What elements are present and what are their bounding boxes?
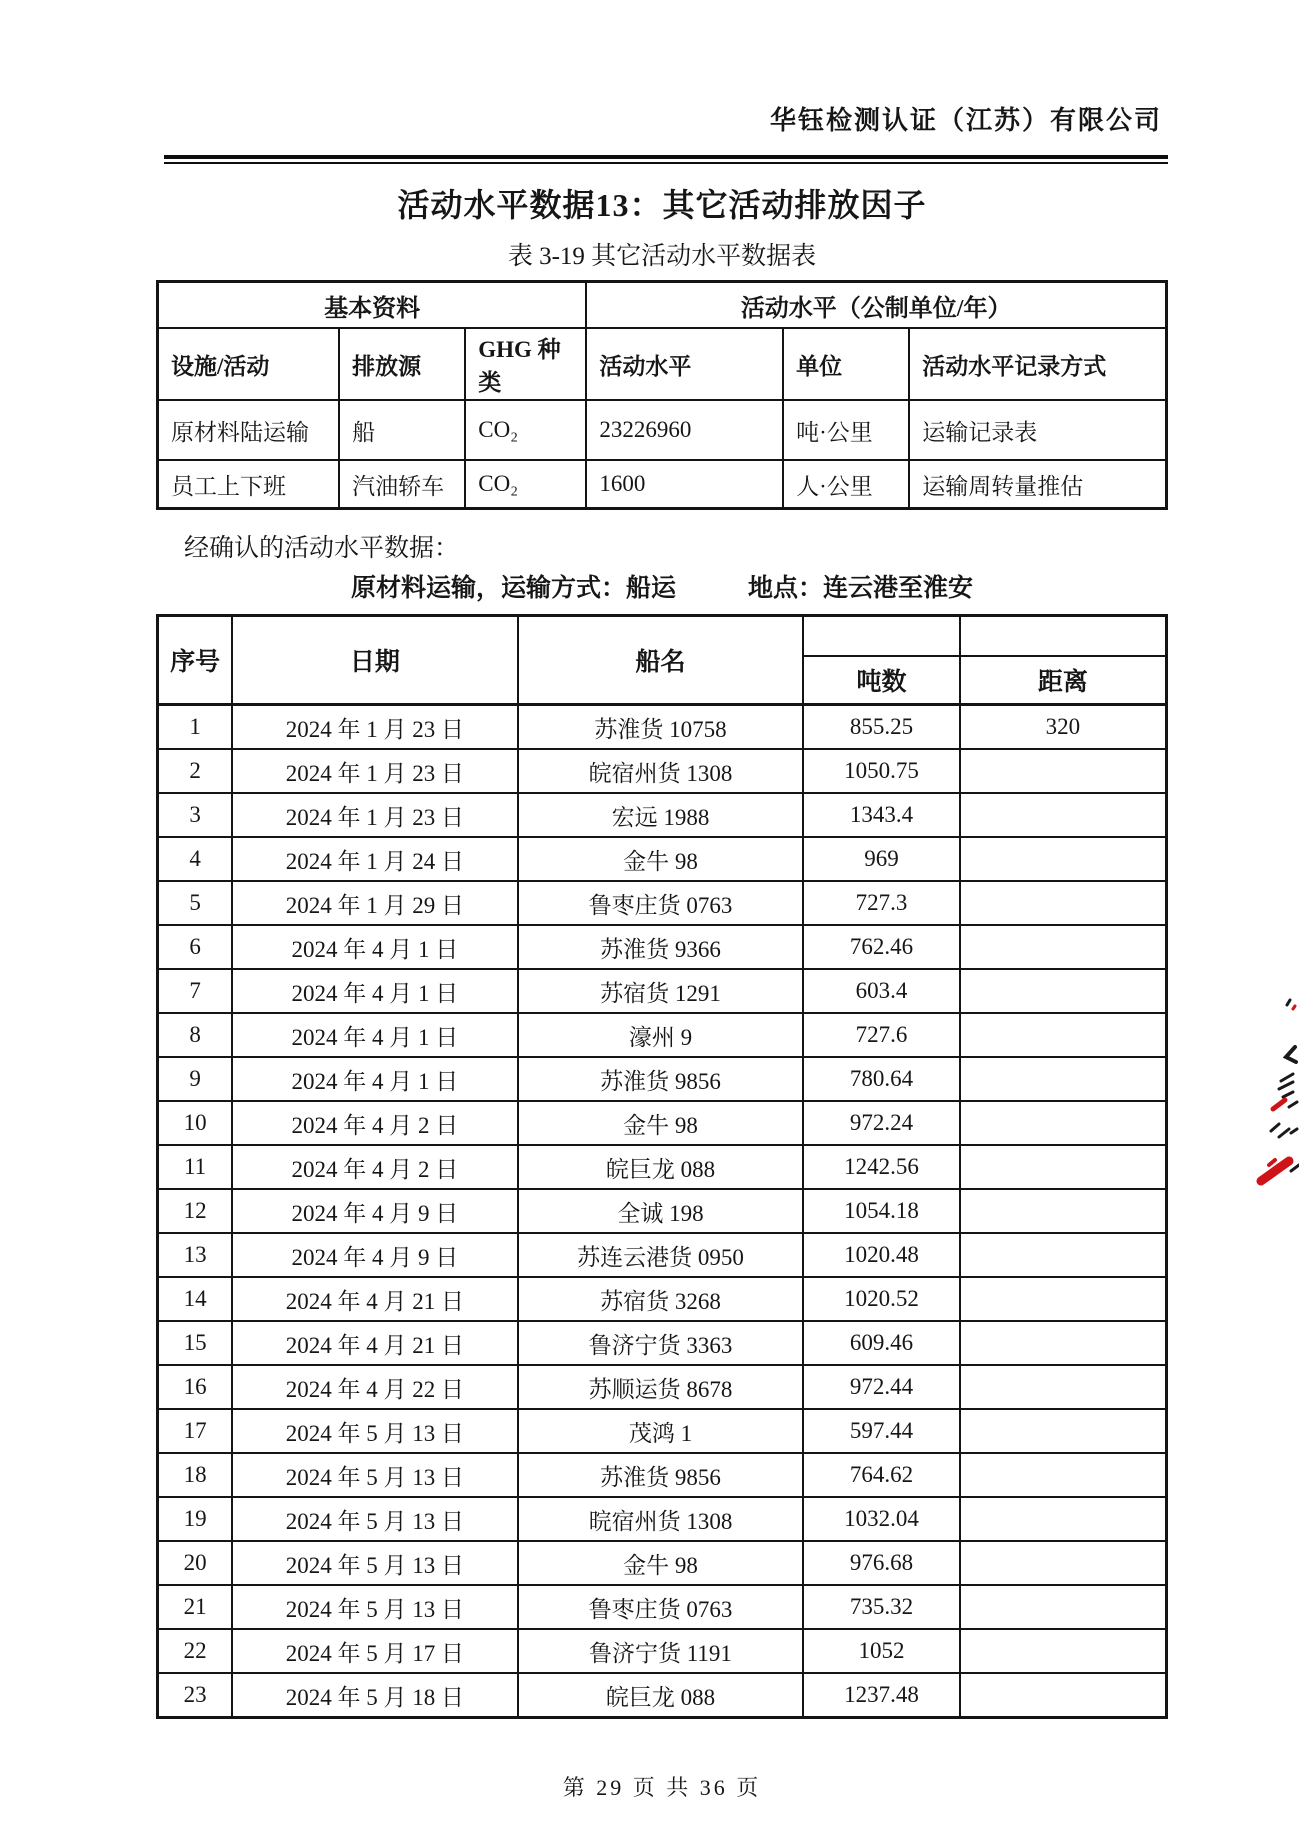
col-header-ship-name: 船名 bbox=[518, 616, 804, 705]
seq-cell: 3 bbox=[158, 793, 233, 837]
ship-name-cell: 皖宿州货 1308 bbox=[518, 749, 804, 793]
unit-cell: 吨·公里 bbox=[783, 400, 909, 460]
table-row bbox=[158, 1365, 1167, 1409]
ship-name-cell: 金牛 98 bbox=[518, 1541, 804, 1585]
tons-cell: 603.4 bbox=[803, 969, 959, 1013]
table-row bbox=[158, 1189, 1167, 1233]
col-header-date: 日期 bbox=[232, 616, 518, 705]
record-method-cell: 运输记录表 bbox=[909, 400, 1166, 460]
col-header-unit: 单位 bbox=[783, 328, 909, 400]
distance-cell bbox=[960, 1101, 1167, 1145]
date-cell: 2024 年 4 月 1 日 bbox=[232, 925, 518, 969]
seq-cell: 9 bbox=[158, 1057, 233, 1101]
ship-name-cell: 金牛 98 bbox=[518, 1101, 804, 1145]
tons-cell: 1050.75 bbox=[803, 749, 959, 793]
date-cell: 2024 年 1 月 23 日 bbox=[232, 793, 518, 837]
seq-cell: 6 bbox=[158, 925, 233, 969]
seq-cell: 4 bbox=[158, 837, 233, 881]
header-rule bbox=[164, 155, 1168, 164]
basic-table-column-header-row bbox=[158, 328, 1167, 400]
ship-name-cell: 苏淮货 9856 bbox=[518, 1057, 804, 1101]
ghg-type-cell: CO₂ bbox=[465, 460, 586, 509]
distance-cell bbox=[960, 969, 1167, 1013]
distance-cell bbox=[960, 1321, 1167, 1365]
distance-cell bbox=[960, 1409, 1167, 1453]
ship-name-cell: 苏宿货 1291 bbox=[518, 969, 804, 1013]
basic-table-group-header-row bbox=[158, 282, 1167, 329]
activity-level-cell: 23226960 bbox=[586, 400, 783, 460]
seq-cell: 8 bbox=[158, 1013, 233, 1057]
ship-records-table bbox=[156, 614, 1168, 1719]
date-cell: 2024 年 4 月 1 日 bbox=[232, 1013, 518, 1057]
confirmed-note: 经确认的活动水平数据： bbox=[184, 535, 460, 562]
table-row bbox=[158, 969, 1167, 1013]
red-stamp-fragment bbox=[1255, 985, 1299, 1200]
seq-cell: 5 bbox=[158, 881, 233, 925]
ship-name-cell: 苏连云港货 0950 bbox=[518, 1233, 804, 1277]
date-cell: 2024 年 1 月 23 日 bbox=[232, 749, 518, 793]
tons-cell: 1020.52 bbox=[803, 1277, 959, 1321]
record-method-cell: 运输周转量推估 bbox=[909, 460, 1166, 509]
table-row bbox=[158, 925, 1167, 969]
col-header-record-method: 活动水平记录方式 bbox=[909, 328, 1166, 400]
seq-cell: 17 bbox=[158, 1409, 233, 1453]
distance-cell bbox=[960, 1629, 1167, 1673]
date-cell: 2024 年 4 月 21 日 bbox=[232, 1277, 518, 1321]
tons-cell: 1054.18 bbox=[803, 1189, 959, 1233]
col-header-ghg-type: GHG 种类 bbox=[465, 328, 586, 400]
tons-cell: 727.6 bbox=[803, 1013, 959, 1057]
table-row bbox=[158, 1409, 1167, 1453]
ship-table-caption bbox=[156, 568, 1168, 604]
table-row bbox=[158, 400, 1167, 460]
table-row bbox=[158, 881, 1167, 925]
col-header-seq: 序号 bbox=[158, 616, 233, 705]
seq-cell: 14 bbox=[158, 1277, 233, 1321]
col-header-tons-empty-top bbox=[803, 616, 959, 657]
ship-name-cell: 鲁济宁货 1191 bbox=[518, 1629, 804, 1673]
tons-cell: 1242.56 bbox=[803, 1145, 959, 1189]
tons-cell: 597.44 bbox=[803, 1409, 959, 1453]
date-cell: 2024 年 4 月 2 日 bbox=[232, 1101, 518, 1145]
facility-cell: 员工上下班 bbox=[158, 460, 340, 509]
tons-cell: 1237.48 bbox=[803, 1673, 959, 1718]
col-header-emission-source: 排放源 bbox=[339, 328, 465, 400]
date-cell: 2024 年 1 月 23 日 bbox=[232, 705, 518, 750]
date-cell: 2024 年 4 月 22 日 bbox=[232, 1365, 518, 1409]
distance-cell bbox=[960, 881, 1167, 925]
seq-cell: 11 bbox=[158, 1145, 233, 1189]
ship-name-cell: 鲁济宁货 3363 bbox=[518, 1321, 804, 1365]
date-cell: 2024 年 4 月 21 日 bbox=[232, 1321, 518, 1365]
distance-cell bbox=[960, 1673, 1167, 1718]
col-header-facility: 设施/活动 bbox=[158, 328, 340, 400]
seq-cell: 2 bbox=[158, 749, 233, 793]
footer-page-number: 第 29 页 共 36 页 bbox=[562, 1775, 762, 1800]
basic-table-body bbox=[158, 400, 1167, 509]
tons-cell: 855.25 bbox=[803, 705, 959, 750]
table-row bbox=[158, 793, 1167, 837]
date-cell: 2024 年 4 月 2 日 bbox=[232, 1145, 518, 1189]
tons-cell: 969 bbox=[803, 837, 959, 881]
ship-name-cell: 苏顺运货 8678 bbox=[518, 1365, 804, 1409]
tons-cell: 609.46 bbox=[803, 1321, 959, 1365]
ship-name-cell: 金牛 98 bbox=[518, 837, 804, 881]
col-header-distance: 距离 bbox=[960, 656, 1167, 705]
seq-cell: 7 bbox=[158, 969, 233, 1013]
col-header-distance-empty-top bbox=[960, 616, 1167, 657]
table-row bbox=[158, 1101, 1167, 1145]
table-row bbox=[158, 705, 1167, 750]
ship-name-cell: 濠州 9 bbox=[518, 1013, 804, 1057]
seq-cell: 12 bbox=[158, 1189, 233, 1233]
tons-cell: 762.46 bbox=[803, 925, 959, 969]
distance-cell bbox=[960, 1453, 1167, 1497]
date-cell: 2024 年 5 月 13 日 bbox=[232, 1409, 518, 1453]
table-row bbox=[158, 1277, 1167, 1321]
seq-cell: 15 bbox=[158, 1321, 233, 1365]
page-title: 活动水平数据13：其它活动排放因子 bbox=[397, 187, 927, 223]
basic-info-table bbox=[156, 280, 1168, 510]
ship-table-header-row-1 bbox=[158, 616, 1167, 657]
seq-cell: 16 bbox=[158, 1365, 233, 1409]
date-cell: 2024 年 5 月 13 日 bbox=[232, 1585, 518, 1629]
ship-name-cell: 皖巨龙 088 bbox=[518, 1145, 804, 1189]
tons-cell: 727.3 bbox=[803, 881, 959, 925]
basic-table-caption: 表 3-19 其它活动水平数据表 bbox=[507, 243, 817, 270]
date-cell: 2024 年 5 月 13 日 bbox=[232, 1453, 518, 1497]
date-cell: 2024 年 5 月 13 日 bbox=[232, 1541, 518, 1585]
group-header-basic-info: 基本资料 bbox=[158, 282, 587, 329]
seq-cell: 22 bbox=[158, 1629, 233, 1673]
ship-caption-location: 地点：连云港至淮安 bbox=[748, 575, 974, 602]
ship-name-cell: 宏远 1988 bbox=[518, 793, 804, 837]
distance-cell bbox=[960, 1365, 1167, 1409]
seq-cell: 13 bbox=[158, 1233, 233, 1277]
date-cell: 2024 年 1 月 29 日 bbox=[232, 881, 518, 925]
date-cell: 2024 年 5 月 13 日 bbox=[232, 1497, 518, 1541]
seq-cell: 1 bbox=[158, 705, 233, 750]
table-row bbox=[158, 1453, 1167, 1497]
table-row bbox=[158, 1629, 1167, 1673]
date-cell: 2024 年 5 月 17 日 bbox=[232, 1629, 518, 1673]
col-header-tons: 吨数 bbox=[803, 656, 959, 705]
table-row bbox=[158, 1321, 1167, 1365]
distance-cell bbox=[960, 1057, 1167, 1101]
distance-cell bbox=[960, 1497, 1167, 1541]
tons-cell: 976.68 bbox=[803, 1541, 959, 1585]
ship-name-cell: 鲁枣庄货 0763 bbox=[518, 881, 804, 925]
seq-cell: 18 bbox=[158, 1453, 233, 1497]
seq-cell: 21 bbox=[158, 1585, 233, 1629]
distance-cell bbox=[960, 1541, 1167, 1585]
ship-name-cell: 苏淮货 10758 bbox=[518, 705, 804, 750]
date-cell: 2024 年 4 月 1 日 bbox=[232, 1057, 518, 1101]
ship-name-cell: 苏宿货 3268 bbox=[518, 1277, 804, 1321]
distance-cell bbox=[960, 749, 1167, 793]
date-cell: 2024 年 4 月 9 日 bbox=[232, 1189, 518, 1233]
table-row bbox=[158, 749, 1167, 793]
seq-cell: 20 bbox=[158, 1541, 233, 1585]
ship-caption-transport: 原材料运输，运输方式：船运 bbox=[350, 575, 676, 602]
group-header-activity-level: 活动水平（公制单位/年） bbox=[586, 282, 1166, 329]
company-header: 华钰检测认证（江苏）有限公司 bbox=[769, 106, 1162, 135]
ghg-type-cell: CO₂ bbox=[465, 400, 586, 460]
seq-cell: 10 bbox=[158, 1101, 233, 1145]
date-cell: 2024 年 5 月 18 日 bbox=[232, 1673, 518, 1718]
distance-cell bbox=[960, 1277, 1167, 1321]
date-cell: 2024 年 4 月 9 日 bbox=[232, 1233, 518, 1277]
tons-cell: 764.62 bbox=[803, 1453, 959, 1497]
table-row bbox=[158, 1145, 1167, 1189]
tons-cell: 972.44 bbox=[803, 1365, 959, 1409]
facility-cell: 原材料陆运输 bbox=[158, 400, 340, 460]
distance-cell bbox=[960, 1189, 1167, 1233]
unit-cell: 人·公里 bbox=[783, 460, 909, 509]
ship-name-cell: 苏淮货 9856 bbox=[518, 1453, 804, 1497]
tons-cell: 780.64 bbox=[803, 1057, 959, 1101]
tons-cell: 735.32 bbox=[803, 1585, 959, 1629]
emission-source-cell: 船 bbox=[339, 400, 465, 460]
distance-cell: 320 bbox=[960, 705, 1167, 750]
ship-name-cell: 皖巨龙 088 bbox=[518, 1673, 804, 1718]
col-header-activity-level: 活动水平 bbox=[586, 328, 783, 400]
distance-cell bbox=[960, 837, 1167, 881]
date-cell: 2024 年 4 月 1 日 bbox=[232, 969, 518, 1013]
activity-level-cell: 1600 bbox=[586, 460, 783, 509]
distance-cell bbox=[960, 1145, 1167, 1189]
table-row bbox=[158, 1585, 1167, 1629]
seq-cell: 23 bbox=[158, 1673, 233, 1718]
table-row bbox=[158, 1541, 1167, 1585]
ship-name-cell: 全诚 198 bbox=[518, 1189, 804, 1233]
date-cell: 2024 年 1 月 24 日 bbox=[232, 837, 518, 881]
distance-cell bbox=[960, 925, 1167, 969]
emission-source-cell: 汽油轿车 bbox=[339, 460, 465, 509]
tons-cell: 1343.4 bbox=[803, 793, 959, 837]
ship-name-cell: 苏淮货 9366 bbox=[518, 925, 804, 969]
distance-cell bbox=[960, 1585, 1167, 1629]
distance-cell bbox=[960, 793, 1167, 837]
table-row bbox=[158, 837, 1167, 881]
ship-name-cell: 晥宿州货 1308 bbox=[518, 1497, 804, 1541]
ship-name-cell: 鲁枣庄货 0763 bbox=[518, 1585, 804, 1629]
tons-cell: 1032.04 bbox=[803, 1497, 959, 1541]
tons-cell: 1020.48 bbox=[803, 1233, 959, 1277]
tons-cell: 1052 bbox=[803, 1629, 959, 1673]
ship-table-body bbox=[158, 705, 1167, 1718]
distance-cell bbox=[960, 1233, 1167, 1277]
seq-cell: 19 bbox=[158, 1497, 233, 1541]
table-row bbox=[158, 1013, 1167, 1057]
ship-name-cell: 茂鸿 1 bbox=[518, 1409, 804, 1453]
tons-cell: 972.24 bbox=[803, 1101, 959, 1145]
distance-cell bbox=[960, 1013, 1167, 1057]
table-row bbox=[158, 1497, 1167, 1541]
table-row bbox=[158, 1673, 1167, 1718]
table-row bbox=[158, 1233, 1167, 1277]
table-row bbox=[158, 1057, 1167, 1101]
table-row bbox=[158, 460, 1167, 509]
